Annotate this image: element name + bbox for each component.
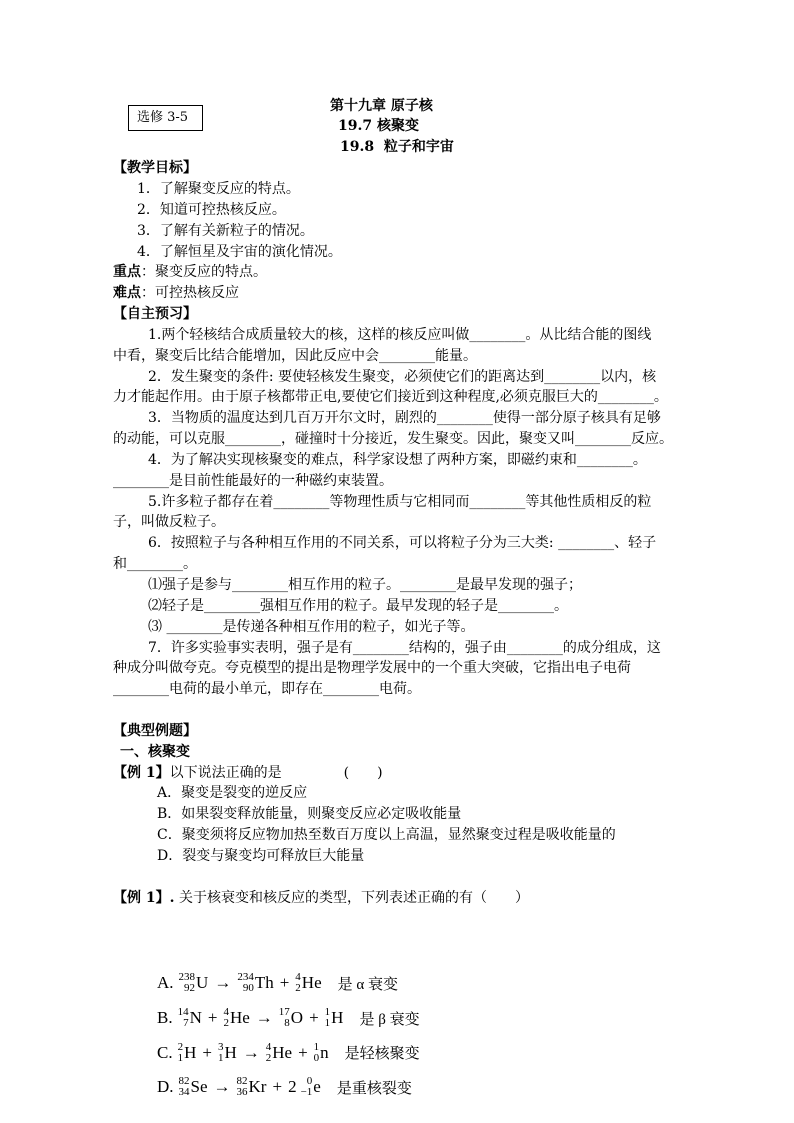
- nuclide: [325, 1007, 344, 1029]
- examples-section-title: 一、核聚变: [120, 743, 190, 760]
- option-description: 是重核裂变: [336, 1080, 412, 1097]
- element-symbol: He: [301, 973, 322, 993]
- mass-number: 1: [324, 1006, 331, 1019]
- nuclide: [295, 972, 321, 994]
- document-body: [0, 96, 794, 909]
- element-symbol: Se: [190, 1077, 208, 1097]
- nuclide-numbers: [325, 1007, 331, 1029]
- atomic-number: 8: [284, 1017, 290, 1030]
- mass-number: 1: [313, 1040, 320, 1053]
- section-title-particles: 19.8 粒子和宇宙: [340, 139, 454, 156]
- operator: +: [279, 973, 290, 993]
- preview-line-13: ⑴强子是参与________相互作用的粒子。________是最早发现的强子；: [148, 577, 582, 593]
- preview-line-1: 1.两个轻核结合成质量较大的核，这样的核反应叫做________。从比结合能的图线: [148, 326, 652, 343]
- preview-line-12: 和________。: [113, 556, 197, 573]
- difficult-point: [0, 283, 794, 304]
- preview-line-16: 7．许多实验事实表明，强子是有________结构的，强子由________的成分组成，这: [148, 639, 661, 656]
- atomic-number: 2: [295, 982, 301, 995]
- nuclide-numbers: [179, 1076, 190, 1098]
- preview-line-9: 5.许多粒子都存在着________等物理性质与它相同而________等其他性质相反的粒: [148, 493, 652, 510]
- objective-item-1: 1．了解聚变反应的特点。: [137, 180, 300, 197]
- atomic-number: 2: [265, 1051, 272, 1064]
- mass-number: 2: [177, 1040, 184, 1053]
- element-symbol: He: [272, 1042, 293, 1062]
- atomic-number: 36: [236, 1086, 248, 1099]
- element-symbol: Th: [254, 973, 274, 993]
- nuclide: [179, 1076, 208, 1098]
- example-1-option-c: C．聚变须将反应物加热至数百万度以上高温，显然聚变过程是吸收能量的: [157, 827, 616, 844]
- course-tag: 选修 3-5: [137, 110, 189, 125]
- preview-line-5: 3．当物质的温度达到几百万开尔文时，剧烈的________使得一部分原子核具有足够: [148, 410, 661, 427]
- operator: →: [255, 1008, 273, 1028]
- mass-number: 17: [278, 1006, 290, 1019]
- nuclide: [237, 1076, 267, 1098]
- nuclide-numbers: [237, 972, 254, 994]
- nuclide-numbers: [179, 972, 196, 994]
- nuclide: [314, 1042, 329, 1064]
- operator: +: [207, 1008, 218, 1028]
- operator: +: [309, 1008, 319, 1028]
- element-symbol: N: [189, 1008, 202, 1028]
- atomic-number: 1: [217, 1051, 224, 1064]
- element-symbol: H: [331, 1008, 344, 1028]
- operator: +: [202, 1042, 212, 1062]
- nuclide-numbers: [223, 1007, 229, 1029]
- preview-line-7: 4．为了解决实现核聚变的难点，科学家设想了两种方案，即磁约束和________。: [148, 451, 647, 468]
- atomic-number: 7: [183, 1017, 189, 1030]
- option-description: 是 β 衰变: [359, 1011, 420, 1028]
- nuclide-numbers: [218, 1042, 224, 1064]
- nuclide: [223, 1007, 249, 1029]
- preview-line-15: ⑶ ________是传递各种相互作用的粒子，如光子等。: [148, 618, 475, 635]
- example-1-answer-blank: ( ): [343, 764, 383, 781]
- example-1-option-a: A．聚变是裂变的逆反应: [157, 785, 308, 802]
- element-symbol: He: [229, 1008, 250, 1028]
- key-point-text: ：聚变反应的特点。: [141, 264, 267, 281]
- example-1-question: [0, 763, 794, 784]
- example-1-option-d: D．裂变与聚变均可释放巨大能量: [157, 847, 365, 864]
- preview-line-2: 中看，聚变后比结合能增加，因此反应中会________能量。: [113, 347, 477, 364]
- objective-item-3: 3．了解有关新粒子的情况。: [137, 222, 314, 239]
- chapter-title: 第十九章 原子核: [330, 97, 433, 114]
- operator: +: [272, 1077, 283, 1097]
- example-2-stem: 关于核衰变和核反应的类型，下列表述正确的有（ ）: [174, 889, 529, 906]
- mass-number: 4: [223, 1006, 229, 1019]
- atomic-number: 0: [313, 1051, 320, 1064]
- example-1-tag: 【例 1】: [113, 764, 170, 781]
- element-symbol: O: [290, 1008, 304, 1028]
- example-2-option-c: [157, 1035, 420, 1070]
- nuclide-numbers: [295, 972, 301, 994]
- atomic-number: 92: [184, 982, 196, 995]
- section-title-fusion: 19.7 核聚变: [338, 118, 419, 135]
- nuclide: [218, 1042, 237, 1064]
- objective-item-2: 2．知道可控热核反应。: [137, 201, 286, 218]
- mass-number: 3: [217, 1040, 224, 1053]
- preview-line-11: 6．按照粒子与各种相互作用的不同关系，可以将粒子分为三大类: ________、轻子: [148, 535, 657, 552]
- operator: →: [213, 1077, 231, 1097]
- mass-number: 238: [178, 971, 196, 984]
- preview-line-18: ________电荷的最小单元，即存在________电荷。: [113, 681, 421, 698]
- element-symbol: H: [224, 1042, 237, 1062]
- example-2-tag: 【例 1】.: [113, 889, 175, 906]
- nuclide-numbers: [279, 1007, 290, 1029]
- examples-heading: 【典型例题】: [113, 722, 197, 739]
- nuclide-numbers: [301, 1076, 313, 1098]
- mass-number: 234: [237, 971, 254, 984]
- nuclide: [237, 972, 273, 994]
- nuclide-numbers: [178, 1042, 184, 1064]
- nuclide-numbers: [178, 1007, 189, 1029]
- example-1-stem: 以下说法正确的是: [169, 764, 282, 781]
- preview-line-3: 2．发生聚变的条件: 要使轻核发生聚变，必须使它们的距离达到________以内，核: [148, 368, 657, 385]
- preview-line-14: ⑵轻子是________强相互作用的粒子。最早发现的轻子是________。: [148, 597, 568, 614]
- difficult-point-label: 难点: [113, 285, 141, 302]
- objective-item-4: 4．了解恒星及宇宙的演化情况。: [137, 243, 342, 260]
- option-description: 是轻核聚变: [344, 1046, 420, 1063]
- nuclide: [279, 1007, 303, 1029]
- nuclide: [178, 1042, 197, 1064]
- example-2-option-a: [157, 966, 420, 1001]
- coefficient: 2: [288, 1077, 297, 1097]
- blank-line: [0, 700, 794, 721]
- example-2-question: [0, 888, 794, 909]
- preview-line-6: 的动能，可以克服________，碰撞时十分接近，发生聚变。因此，聚变又叫________反应。: [113, 431, 673, 448]
- difficult-point-text: ：可控热核反应: [141, 285, 239, 302]
- key-point: [0, 262, 794, 283]
- preview-line-10: 子，叫做反粒子。: [113, 514, 225, 531]
- atomic-number: −1: [300, 1086, 313, 1099]
- operator: →: [242, 1042, 260, 1062]
- preview-line-8: ________是目前性能最好的一种磁约束装置。: [113, 472, 393, 489]
- nuclide-numbers: [266, 1042, 272, 1064]
- option-label: C.: [157, 1042, 173, 1062]
- nuclide-numbers: [314, 1042, 320, 1064]
- blank-line: [0, 867, 794, 888]
- option-label: D.: [157, 1077, 174, 1097]
- mass-number: 4: [265, 1040, 272, 1053]
- element-symbol: e: [313, 1077, 321, 1097]
- atomic-number: 1: [324, 1017, 331, 1030]
- mass-number: 4: [295, 971, 301, 984]
- nuclide-numbers: [237, 1076, 248, 1098]
- atomic-number: 2: [223, 1017, 229, 1030]
- element-symbol: n: [320, 1042, 329, 1062]
- preview-line-17: 种成分叫做夸克。夸克模型的提出是物理学发展中的一个重大突破，它指出电子电荷: [113, 660, 631, 677]
- preview-line-4: 力才能起作用。由于原子核都带正电,要使它们接近到这种程度,必须克服巨大的________。: [113, 389, 668, 406]
- element-symbol: Kr: [248, 1077, 267, 1097]
- operator: →: [214, 973, 232, 993]
- nuclide: [179, 972, 209, 994]
- key-point-label: 重点: [113, 264, 141, 281]
- atomic-number: 90: [242, 982, 254, 995]
- mass-number: 82: [236, 1075, 248, 1088]
- nuclide: [301, 1076, 321, 1098]
- mass-number: 0: [306, 1075, 313, 1088]
- element-symbol: U: [196, 973, 209, 993]
- mass-number: 14: [177, 1006, 189, 1019]
- objectives-heading: 【教学目标】: [113, 160, 197, 177]
- example-2-option-b: [157, 1001, 420, 1036]
- option-description: 是 α 衰变: [337, 976, 398, 993]
- option-label: B.: [157, 1008, 173, 1028]
- example-2-equation-options: [157, 966, 420, 1105]
- element-symbol: H: [184, 1042, 197, 1062]
- preview-heading: 【自主预习】: [113, 306, 197, 323]
- atomic-number: 1: [177, 1051, 184, 1064]
- atomic-number: 34: [178, 1086, 190, 1099]
- nuclide: [266, 1042, 292, 1064]
- nuclide: [178, 1007, 202, 1029]
- option-label: A.: [157, 973, 174, 993]
- example-1-option-b: B．如果裂变释放能量，则聚变反应必定吸收能量: [157, 806, 462, 823]
- mass-number: 82: [178, 1075, 190, 1088]
- operator: +: [298, 1042, 308, 1062]
- example-2-option-d: [157, 1070, 420, 1105]
